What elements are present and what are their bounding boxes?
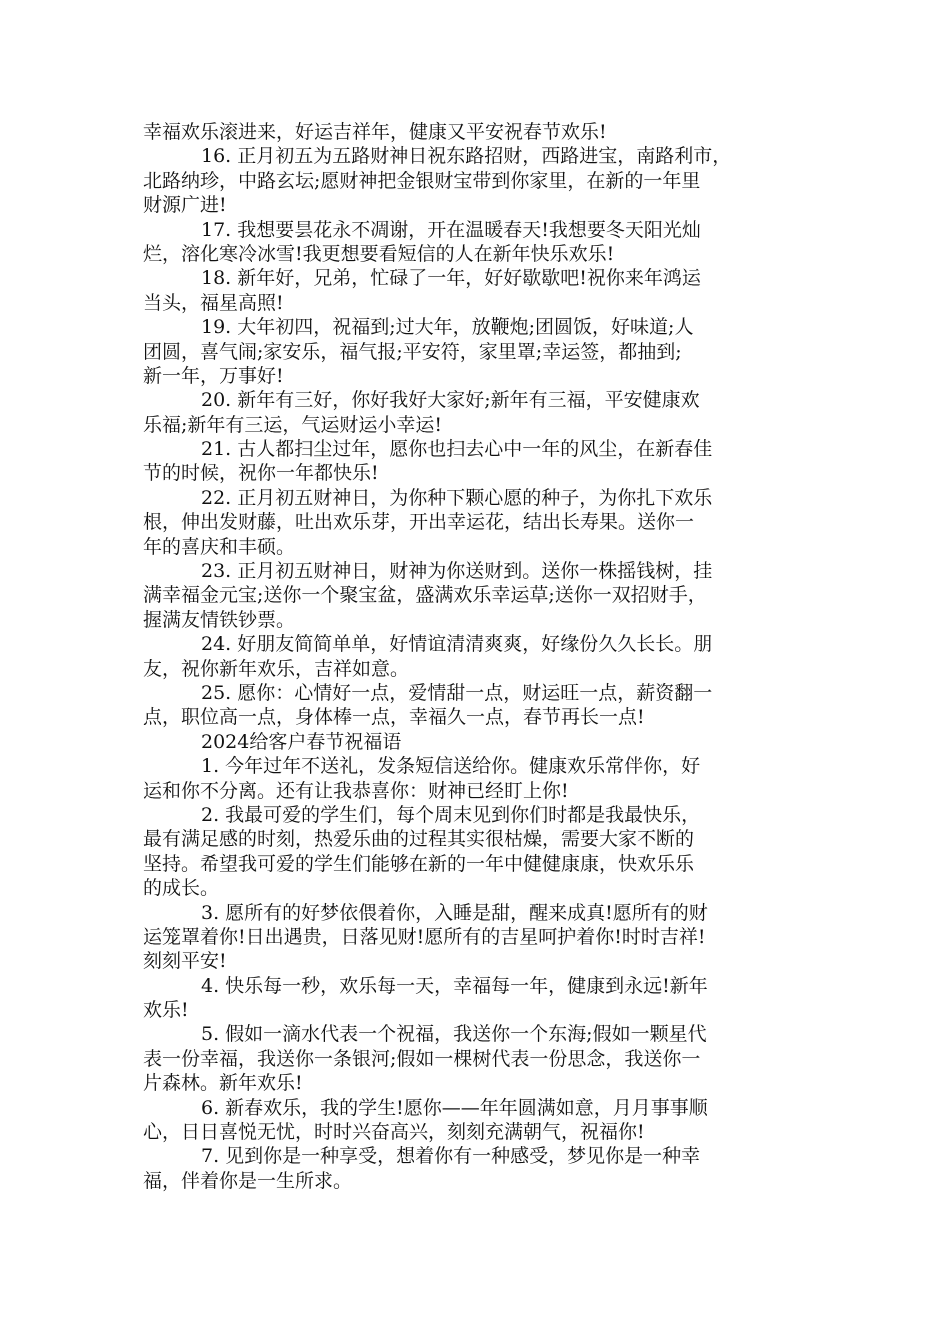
text-line: 运和你不分离。还有让我恭喜你：财神已经盯上你! [143,779,569,802]
text-line: 幸福欢乐滚进来，好运吉祥年，健康又平安祝春节欢乐! [143,121,607,143]
text-line: 烂，溶化寒冷冰雪!我更想要看短信的人在新年快乐欢乐! [143,242,615,265]
text-line: 友，祝你新年欢乐，吉祥如意。 [143,657,410,680]
text-line: 握满友情铁钞票。 [143,608,296,631]
text-line: 团圆，喜气闹;家安乐，福气报;平安符，家里罩;幸运签，都抽到; [143,340,682,363]
text-line: 5. 假如一滴水代表一个祝福，我送你一个东海;假如一颗星代 [201,1023,707,1046]
text-line: 3. 愿所有的好梦依偎着你，入睡是甜，醒来成真!愿所有的财 [201,901,708,924]
text-line: 节的时候，祝你一年都快乐! [143,462,379,485]
text-line: 欢乐! [143,999,189,1022]
text-line: 18. 新年好，兄弟，忙碌了一年，好好歇歇吧!祝你来年鸿运 [201,267,701,290]
text-line: 片森林。新年欢乐! [143,1072,303,1095]
text-line: 的成长。 [143,877,220,900]
text-line: 坚持。希望我可爱的学生们能够在新的一年中健健康康，快欢乐乐 [143,852,695,875]
text-line: 北路纳珍，中路玄坛;愿财神把金银财宝带到你家里，在新的一年里 [143,169,701,192]
text-line: 25. 愿你：心情好一点，爱情甜一点，财运旺一点，薪资翻一 [201,681,713,704]
text-line: 19. 大年初四，祝福到;过大年，放鞭炮;团圆饭，好味道;人 [201,316,694,339]
text-line: 6. 新春欢乐，我的学生!愿你——年年圆满如意，月月事事顺 [201,1096,708,1119]
text-line: 当头，福星高照! [143,291,284,314]
text-line: 23. 正月初五财神日，财神为你送财到。送你一株摇钱树，挂 [201,560,713,583]
text-line: 点，职位高一点，身体棒一点，幸福久一点，春节再长一点! [143,706,645,729]
text-line: 2024给客户春节祝福语 [201,730,402,753]
text-line: 福，伴着你是一生所求。 [143,1169,353,1192]
text-line: 20. 新年有三好，你好我好大家好;新年有三福，平安健康欢 [201,389,700,412]
text-line: 根，伸出发财藤，吐出欢乐芽，开出幸运花，结出长寿果。送你一 [143,511,695,534]
text-line: 表一份幸福，我送你一条银河;假如一棵树代表一份思念，我送你一 [143,1047,701,1070]
text-line: 7. 见到你是一种享受，想着你有一种感受，梦见你是一种幸 [201,1145,701,1168]
text-line: 心，日日喜悦无忧，时时兴奋高兴，刻刻充满朝气，祝福你! [143,1121,645,1144]
text-line: 22. 正月初五财神日，为你种下颗心愿的种子，为你扎下欢乐 [201,486,713,509]
text-line: 24. 好朋友简简单单，好情谊清清爽爽，好缘份久久长长。朋 [201,633,713,656]
text-line: 运笼罩着你!日出遇贵，日落见财!愿所有的吉星呵护着你!时时吉祥! [143,925,706,948]
text-line: 刻刻平安! [143,950,227,973]
text-line: 财源广进! [143,194,227,217]
text-line: 2. 我最可爱的学生们，每个周末见到你们时都是我最快乐， [201,803,701,826]
text-line: 新一年，万事好! [143,364,284,387]
text-line: 17. 我想要昙花永不凋谢，开在温暖春天!我想要冬天阳光灿 [201,218,701,241]
text-line: 16. 正月初五为五路财神日祝东路招财，西路进宝，南路利市， [201,145,732,168]
document-body [143,120,815,1193]
text-line: 乐福;新年有三运，气运财运小幸运! [143,413,443,436]
text-line: 满幸福金元宝;送你一个聚宝盆，盛满欢乐幸运草;送你一双招财手， [143,584,707,607]
text-line: 4. 快乐每一秒，欢乐每一天，幸福每一年，健康到永远!新年 [201,974,708,997]
text-line: 21. 古人都扫尘过年，愿你也扫去心中一年的风尘，在新春佳 [201,438,713,461]
text-line: 最有满足感的时刻，热爱乐曲的过程其实很枯燥，需要大家不断的 [143,828,695,851]
text-line: 年的喜庆和丰硕。 [143,535,296,558]
text-line: 1. 今年过年不送礼，发条短信送给你。健康欢乐常伴你，好 [201,755,701,778]
